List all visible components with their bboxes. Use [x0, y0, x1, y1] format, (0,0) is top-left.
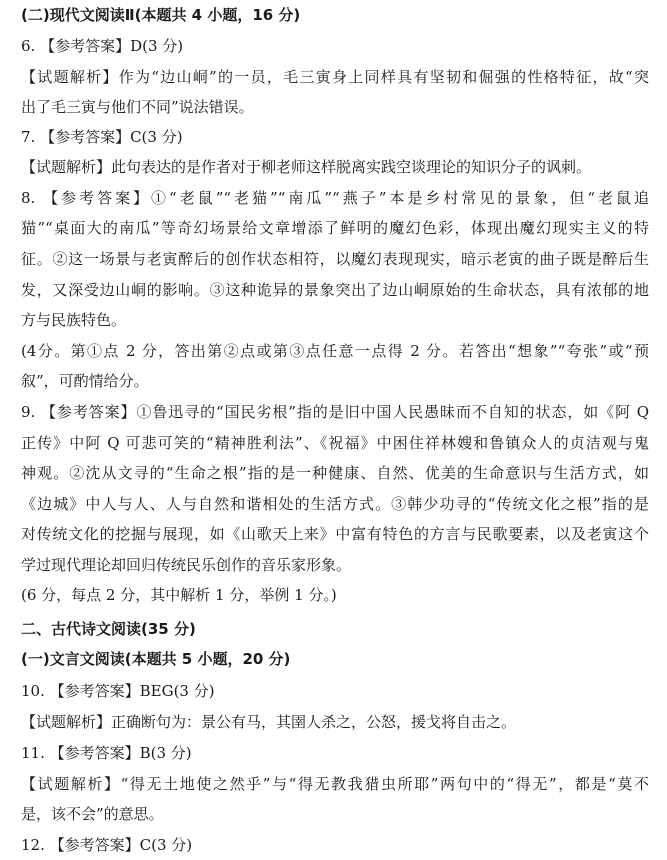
answer-q9-line5: 对传统文化的挖掘与展现，如《山歌天上来》中富有特色的方言与民歌要素，以及老寅这个	[21, 525, 649, 543]
analysis-q11-line1: 【试题解析】“得无土地使之然乎”与“得无教我猎虫所耶”两句中的“得无”，都是“莫不	[21, 775, 649, 793]
answer-q8-line5: 方与民族特色。	[21, 311, 127, 329]
analysis-q6-line1: 【试题解析】作为“边山峒”的一员，毛三寅身上同样具有坚韧和倔强的性格特征，故“突	[21, 68, 649, 86]
answer-q10: 10. 【参考答案】BEG(3 分)	[21, 682, 215, 700]
answer-q8-line2: 猫”“桌面大的南瓜”等奇幻场景给文章增添了鲜明的魔幻色彩，体现出魔幻现实主义的特	[21, 219, 649, 237]
section-heading-classical-reading: 二、古代诗文阅读(35 分)	[21, 620, 196, 638]
scoring-q9: (6 分，每点 2 分，其中解析 1 分，举例 1 分。)	[21, 586, 337, 604]
section-heading-modern-reading-2: (二)现代文阅读Ⅱ(本题共 4 小题，16 分)	[21, 6, 301, 24]
scoring-q8-line2: 叙”，可酌情给分。	[21, 372, 149, 390]
answer-q9-line4: 《边城》中人与人、人与自然和谐相处的生活方式。③韩少功寻的“传统文化之根”指的是	[21, 495, 649, 513]
answer-q12: 12. 【参考答案】C(3 分)	[21, 836, 193, 854]
answer-q7: 7. 【参考答案】C(3 分)	[21, 128, 183, 146]
analysis-q7: 【试题解析】此句表达的是作者对于柳老师这样脱离实践空谈理论的知识分子的讽刺。	[21, 158, 592, 176]
answer-q9-line6: 学过现代理论却回归传统民乐创作的音乐家形象。	[21, 556, 352, 574]
answer-q9-line3: 神观。②沈从文寻的“生命之根”指的是一种健康、自然、优美的生命意识与生活方式，如	[21, 464, 649, 482]
subsection-heading-classical-prose: (一)文言文阅读(本题共 5 小题，20 分)	[21, 650, 291, 668]
answer-q8-line3: 征。②这一场景与老寅醉后的创作状态相符，以魔幻表现现实，暗示老寅的曲子既是醉后生	[21, 250, 649, 268]
answer-q8-line4: 发，又深受边山峒的影响。③这种诡异的景象突出了边山峒原始的生命状态，具有浓郁的地	[21, 281, 649, 299]
answer-q11: 11. 【参考答案】B(3 分)	[21, 744, 192, 762]
analysis-q6-line2: 出了毛三寅与他们不同”说法错误。	[21, 98, 254, 116]
answer-q9-line2: 正传》中阿 Q 可悲可笑的“精神胜利法”、《祝福》中困住祥林嫂和鲁镇众人的贞洁观与鬼	[21, 434, 649, 452]
scoring-q8-line1: (4分。第①点 2 分，答出第②点或第③点任意一点得 2 分。若答出“想象”“夸张”或“预	[21, 342, 649, 360]
analysis-q10: 【试题解析】正确断句为：景公有马，其圉人杀之，公怒，援戈将自击之。	[21, 713, 517, 731]
answer-q6: 6. 【参考答案】D(3 分)	[21, 37, 184, 55]
analysis-q11-line2: 是，该不会”的意思。	[21, 805, 164, 823]
answer-q8-line1: 8. 【参考答案】①“老鼠”“老猫”“南瓜”“燕子”本是乡村常见的景象，但“老鼠追	[21, 189, 649, 207]
answer-q9-line1: 9. 【参考答案】①鲁迅寻的“国民劣根”指的是旧中国人民愚昧而不自知的状态，如《阿 Q	[21, 403, 649, 421]
